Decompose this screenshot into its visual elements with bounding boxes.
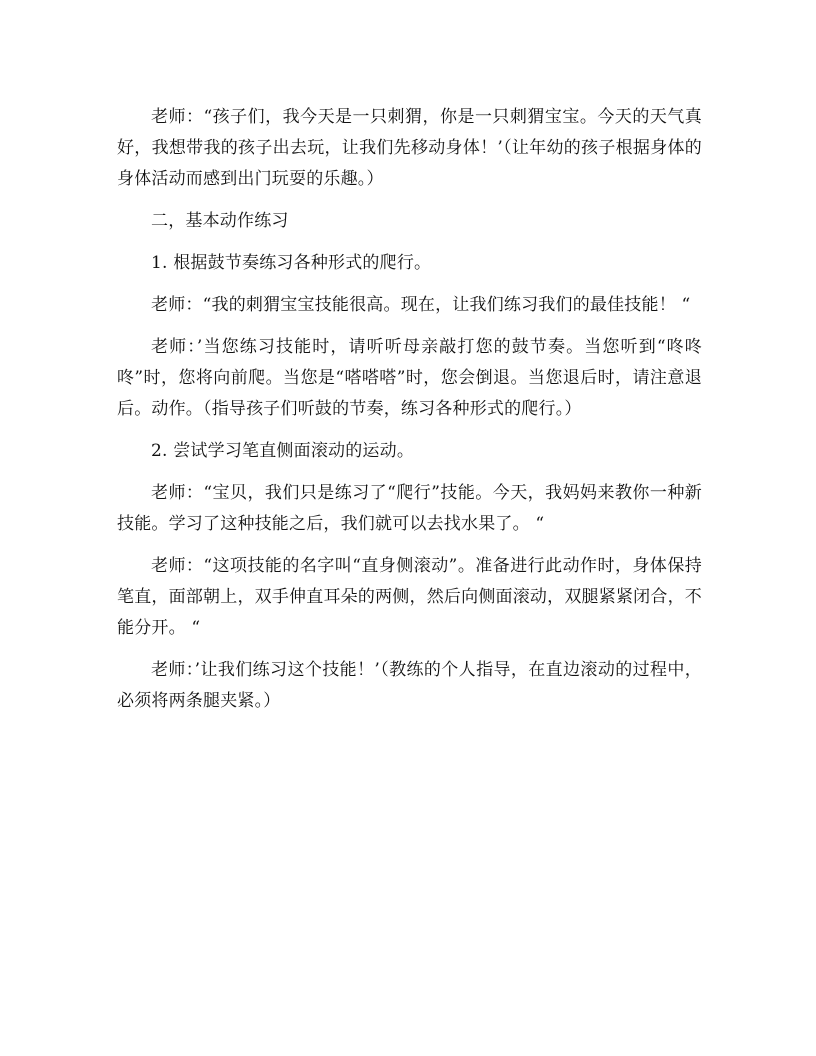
paragraph-new-skill: 老师：“宝贝，我们只是练习了“爬行”技能。今天，我妈妈来教你一种新技能。学习了这种技能之后，我们就可以去找水果了。 “ xyxy=(117,483,702,534)
document-body xyxy=(117,102,702,728)
paragraph-intro: 老师：“孩子们，我今天是一只刺猬，你是一只刺猬宝宝。今天的天气真好，我想带我的孩子出去玩，让我们先移动身体！’（让年幼的孩子根据身体的身体活动而感到出门玩耍的乐趣。） xyxy=(117,107,702,189)
paragraph-practice: 老师：’让我们练习这个技能！’（教练的个人指导，在直边滚动的过程中，必须将两条腿夹紧。） xyxy=(117,660,702,711)
paragraph-teacher-skill: 老师：“我的刺猬宝宝技能很高。现在，让我们练习我们的最佳技能！ “ xyxy=(151,295,691,315)
paragraph-drum-rhythm: 老师：’当您练习技能时，请听听母亲敲打您的鼓节奏。当您听到“咚咚咚”时，您将向前爬。当您是“嗒嗒嗒”时，您会倒退。当您退后时，请注意退后。动作。（指导孩子们听鼓的节奏，练习各种形式的爬行。） xyxy=(117,337,702,419)
paragraph-skill-description: 老师：“这项技能的名字叫“直身侧滚动”。准备进行此动作时，身体保持笔直，面部朝上，双手伸直耳朵的两侧，然后向侧面滚动，双腿紧紧闭合，不能分开。 “ xyxy=(117,556,702,638)
numbered-item-2: 2. 尝试学习笔直侧面滚动的运动。 xyxy=(151,441,415,461)
numbered-item-1: 1. 根据鼓节奏练习各种形式的爬行。 xyxy=(151,253,432,273)
section-heading: 二，基本动作练习 xyxy=(151,211,289,231)
